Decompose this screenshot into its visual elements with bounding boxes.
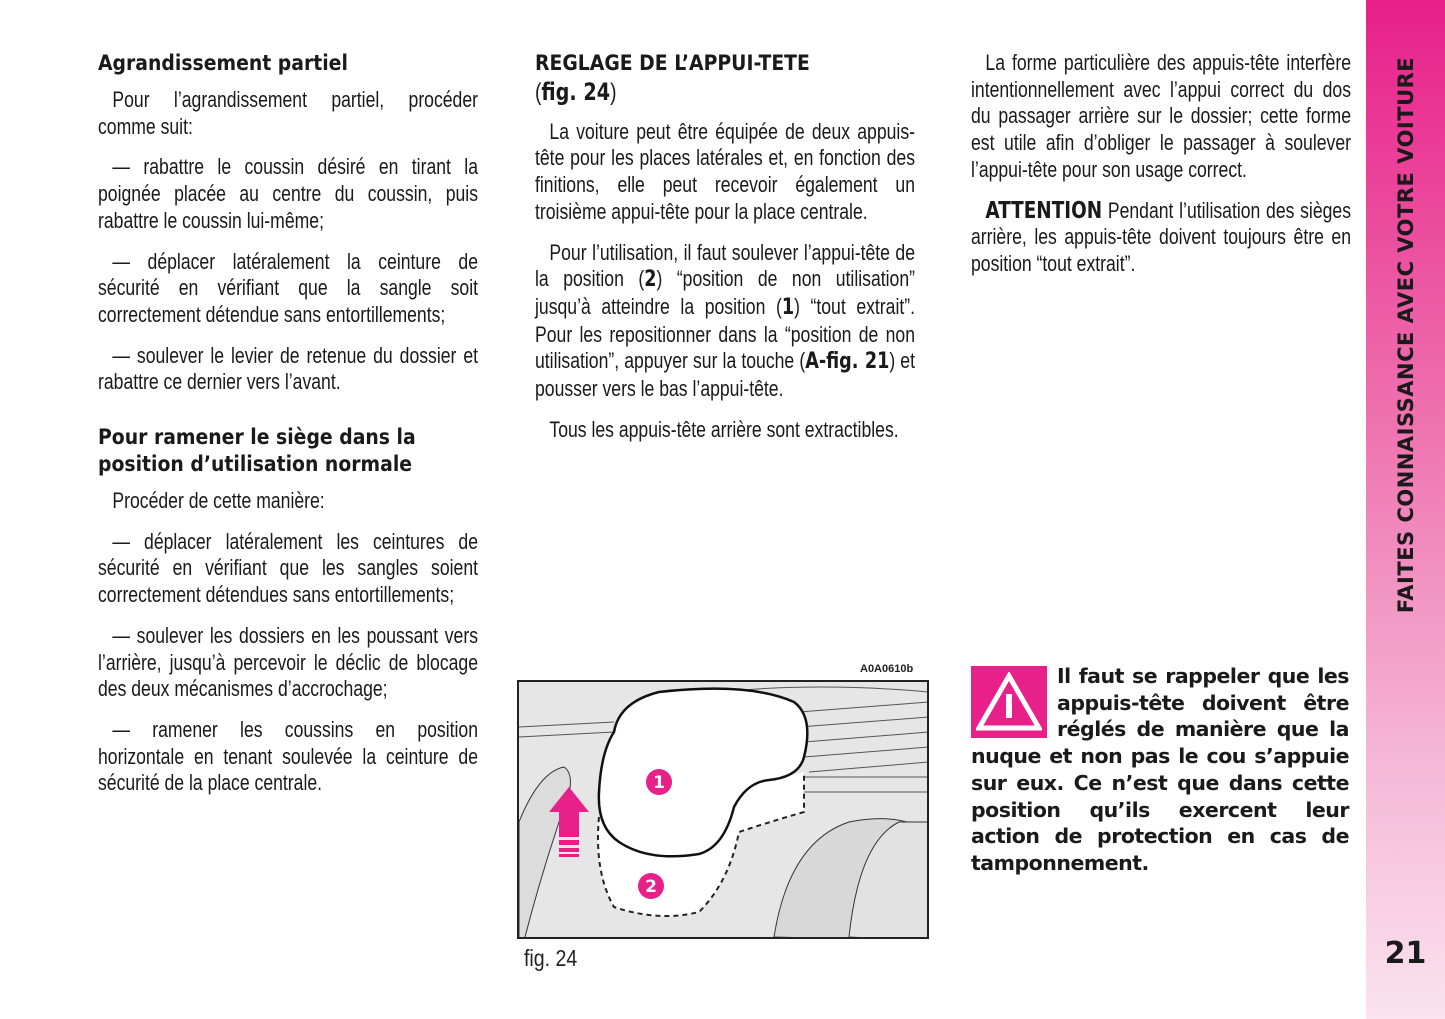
text: ) “tout extrait”. Pour les repositionner dans la “position de non utilisation”, appuyer sur la touche ( [535, 293, 915, 374]
text: Pour l’utilisation, il faut soulever l’appui-tête de la position ( [535, 239, 915, 292]
paragraph: — soulever le levier de retenue du dossier et rabattre ce dernier vers l’avant. [98, 342, 479, 395]
paragraph: — déplacer latéralement les ceintures de sécurité en vérifiant que les sangles soient correctement détendues sans entortillements; [98, 528, 479, 608]
heading-reglage: REGLAGE DE L’APPUI-TETE [535, 51, 810, 75]
marker-2: 2 [645, 877, 657, 897]
column-1 [98, 50, 478, 811]
figure-headrest [517, 680, 929, 939]
text: ) et pousser vers le bas l’appui-tête. [535, 348, 915, 402]
heading-agrandissement: Agrandissement partiel [98, 51, 348, 75]
paragraph: La voiture peut être équipée de deux appuis-tête pour les places latérales et, en fonction des finitions, elle peut recevoir également un troisième appui-tête pour la place centrale. [535, 118, 915, 224]
paren: ( [535, 79, 542, 106]
chapter-title: FAITES CONNAISSANCE AVEC VOTRE VOITURE [1394, 56, 1418, 614]
paragraph: — déplacer latéralement la ceinture de sécurité en vérifiant que la sangle soit correctement détendue sans entortillements; [98, 248, 479, 327]
figure-caption: fig. 24 [524, 945, 578, 971]
paragraph: La forme particulière des appuis-tête interfère intentionnellement avec l’appui correct du dos du passager arrière sur le dossier; cette forme est utile afin d’obliger le passager à soulever l’appui-tête pour son usage correct. [971, 50, 1351, 182]
warning-triangle-icon [971, 666, 1047, 738]
text: ) “position de non utilisation” jusqu’à atteindre la position ( [535, 266, 915, 319]
figure-code: A0A0610b [860, 663, 914, 675]
ref-1: 1 [781, 294, 795, 320]
attention-label: ATTENTION [985, 197, 1103, 224]
column-3 [971, 50, 1351, 292]
paragraph: Tous les appuis-tête arrière sont extractibles. [549, 416, 899, 442]
page-number: 21 [1384, 936, 1427, 971]
headrest-illustration [519, 682, 929, 939]
paragraph [971, 198, 1351, 278]
paren: ) [610, 79, 617, 106]
paragraph: Pour l’agrandissement partiel, procéder comme suit: [98, 87, 479, 139]
paragraph [535, 240, 915, 403]
fig-ref: fig. 24 [541, 78, 611, 106]
paragraph: — rabattre le coussin désiré en tirant la poignée placée au centre du coussin, puis rabattre le coussin lui-même; [98, 154, 479, 233]
marker-1: 1 [653, 773, 665, 793]
warning-text: Il faut se rappeler que les appuis-tête doivent être réglés de manière que la nuque et non pas le cou s’appuie sur eux. Ce n’est que dans cette position qu’ils exercent leur action de protection en cas de tamponnement. [971, 664, 1349, 875]
ref-fig21: A-fig. 21 [805, 349, 890, 375]
heading-ramener-siege: Pour ramener le siège dans la position d’utilisation normale [98, 425, 416, 477]
paragraph: — ramener les coussins en position horizontale en tenant soulevée la ceinture de sécurité de la place centrale. [98, 716, 479, 796]
paragraph: — soulever les dossiers en les poussant vers l’arrière, jusqu’à percevoir le déclic de blocage des deux mécanismes d’accrochage; [98, 622, 479, 702]
ref-2: 2 [644, 267, 657, 293]
paragraph: Procéder de cette manière: [112, 488, 325, 514]
text: Pendant l’utilisation des sièges arrière, les appuis-tête doivent toujours être en position “tout extrait”. [971, 197, 1351, 276]
warning-box [971, 663, 1349, 877]
column-2 [535, 50, 915, 457]
figure-reference [535, 79, 915, 107]
